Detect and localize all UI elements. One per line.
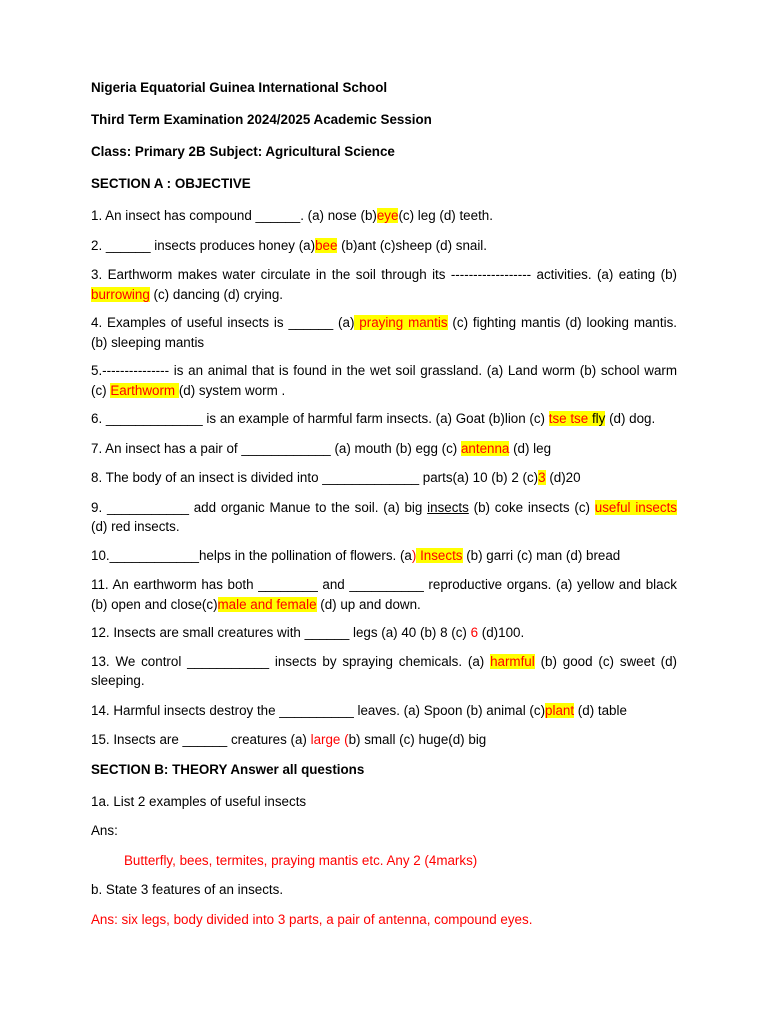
question-9: 9. ___________ add organic Manue to the soil. (a) big insects (b) coke insects (c) useful insects (d) red insects. — [91, 499, 677, 534]
answer-highlight: bee — [315, 237, 338, 253]
section-b-heading: SECTION B: THEORY Answer all questions — [91, 761, 365, 777]
question-7: 7. An insect has a pair of ____________ (a) mouth (b) egg (c) antenna (d) leg — [91, 440, 552, 456]
theory-answer-1b: Ans: six legs, body divided into 3 parts, a pair of antenna, compound eyes. — [91, 911, 533, 927]
answer-highlight: eye — [376, 208, 399, 223]
answer-highlight-fly: fly — [591, 411, 606, 426]
theory-answer-1a: Butterfly, bees, termites, praying mantis etc. Any 2 (4marks) — [124, 852, 478, 868]
question-15: 15. Insects are ______ creatures (a) large (b) small (c) huge(d) big — [91, 732, 487, 747]
answer-red: large ( — [310, 732, 349, 747]
question-6: 6. _____________ is an example of harmful farm insects. (a) Goat (b)lion (c) tse tse fly (d) dog. — [91, 411, 656, 426]
question-13: 13. We control ___________ insects by spraying chemicals. (a) harmful (b) good (c) sweet (d) sleeping. — [91, 653, 677, 688]
question-5: 5.--------------- is an animal that is found in the wet soil grassland. (a) Land worm (b) school warm (c) Earthworm (d) system worm . — [91, 363, 677, 398]
exam-title: Third Term Examination 2024/2025 Academic Session — [91, 112, 432, 127]
answer-highlight: Insects — [416, 547, 463, 563]
question-3: 3. Earthworm makes water circulate in the soil through its ------------------ activities. (a) eating (b) burrowing (c) dancing (d) crying. — [91, 267, 677, 302]
question-1: 1. An insect has compound ______. (a) nose (b)eye(c) leg (d) teeth. — [91, 208, 493, 223]
answer-highlight: harmful — [490, 653, 535, 669]
answer-highlight: male and female — [217, 596, 317, 612]
answer-label: Ans: — [91, 823, 118, 838]
answer-red: 6 — [470, 625, 479, 640]
exam-content — [91, 78, 677, 929]
class-subject: Class: Primary 2B Subject: Agricultural Science — [91, 144, 395, 159]
question-10: 10.____________helps in the pollination of flowers. (a) Insects (b) garri (c) man (d) bread — [91, 547, 621, 563]
answer-highlight: plant — [545, 702, 575, 718]
school-name: Nigeria Equatorial Guinea International School — [91, 80, 388, 95]
theory-question-1b: b. State 3 features of an insects. — [91, 882, 284, 897]
question-2: 2. ______ insects produces honey (a)bee (b)ant (c)sheep (d) snail. — [91, 237, 488, 253]
question-8: 8. The body of an insect is divided into _____________ parts(a) 10 (b) 2 (c)3 (d)20 — [91, 470, 581, 485]
answer-highlight: burrowing — [91, 286, 150, 302]
question-11: 11. An earthworm has both ________ and __________ reproductive organs. (a) yellow and black (b) open and close(c)male and female (d) up and down. — [91, 577, 677, 612]
question-12: 12. Insects are small creatures with ______ legs (a) 40 (b) 8 (c) 6 (d)100. — [91, 625, 525, 640]
section-a-heading: SECTION A : OBJECTIVE — [91, 176, 251, 191]
answer-highlight: tse tse — [548, 411, 589, 426]
answer-highlight: 3 — [538, 470, 546, 485]
theory-question-1a: 1a. List 2 examples of useful insects — [91, 793, 307, 809]
question-14: 14. Harmful insects destroy the __________ leaves. (a) Spoon (b) animal (c)plant (d) table — [91, 702, 627, 718]
answer-highlight: praying mantis — [354, 315, 448, 330]
answer-highlight: antenna — [460, 440, 510, 456]
underlined-word: insects — [427, 499, 469, 515]
answer-highlight: Earthworm — [110, 382, 179, 398]
question-4: 4. Examples of useful insects is ______ (a) praying mantis (c) fighting mantis (d) looking mantis. (b) sleeping mantis — [91, 315, 677, 350]
answer-highlight: useful insects — [594, 499, 677, 515]
